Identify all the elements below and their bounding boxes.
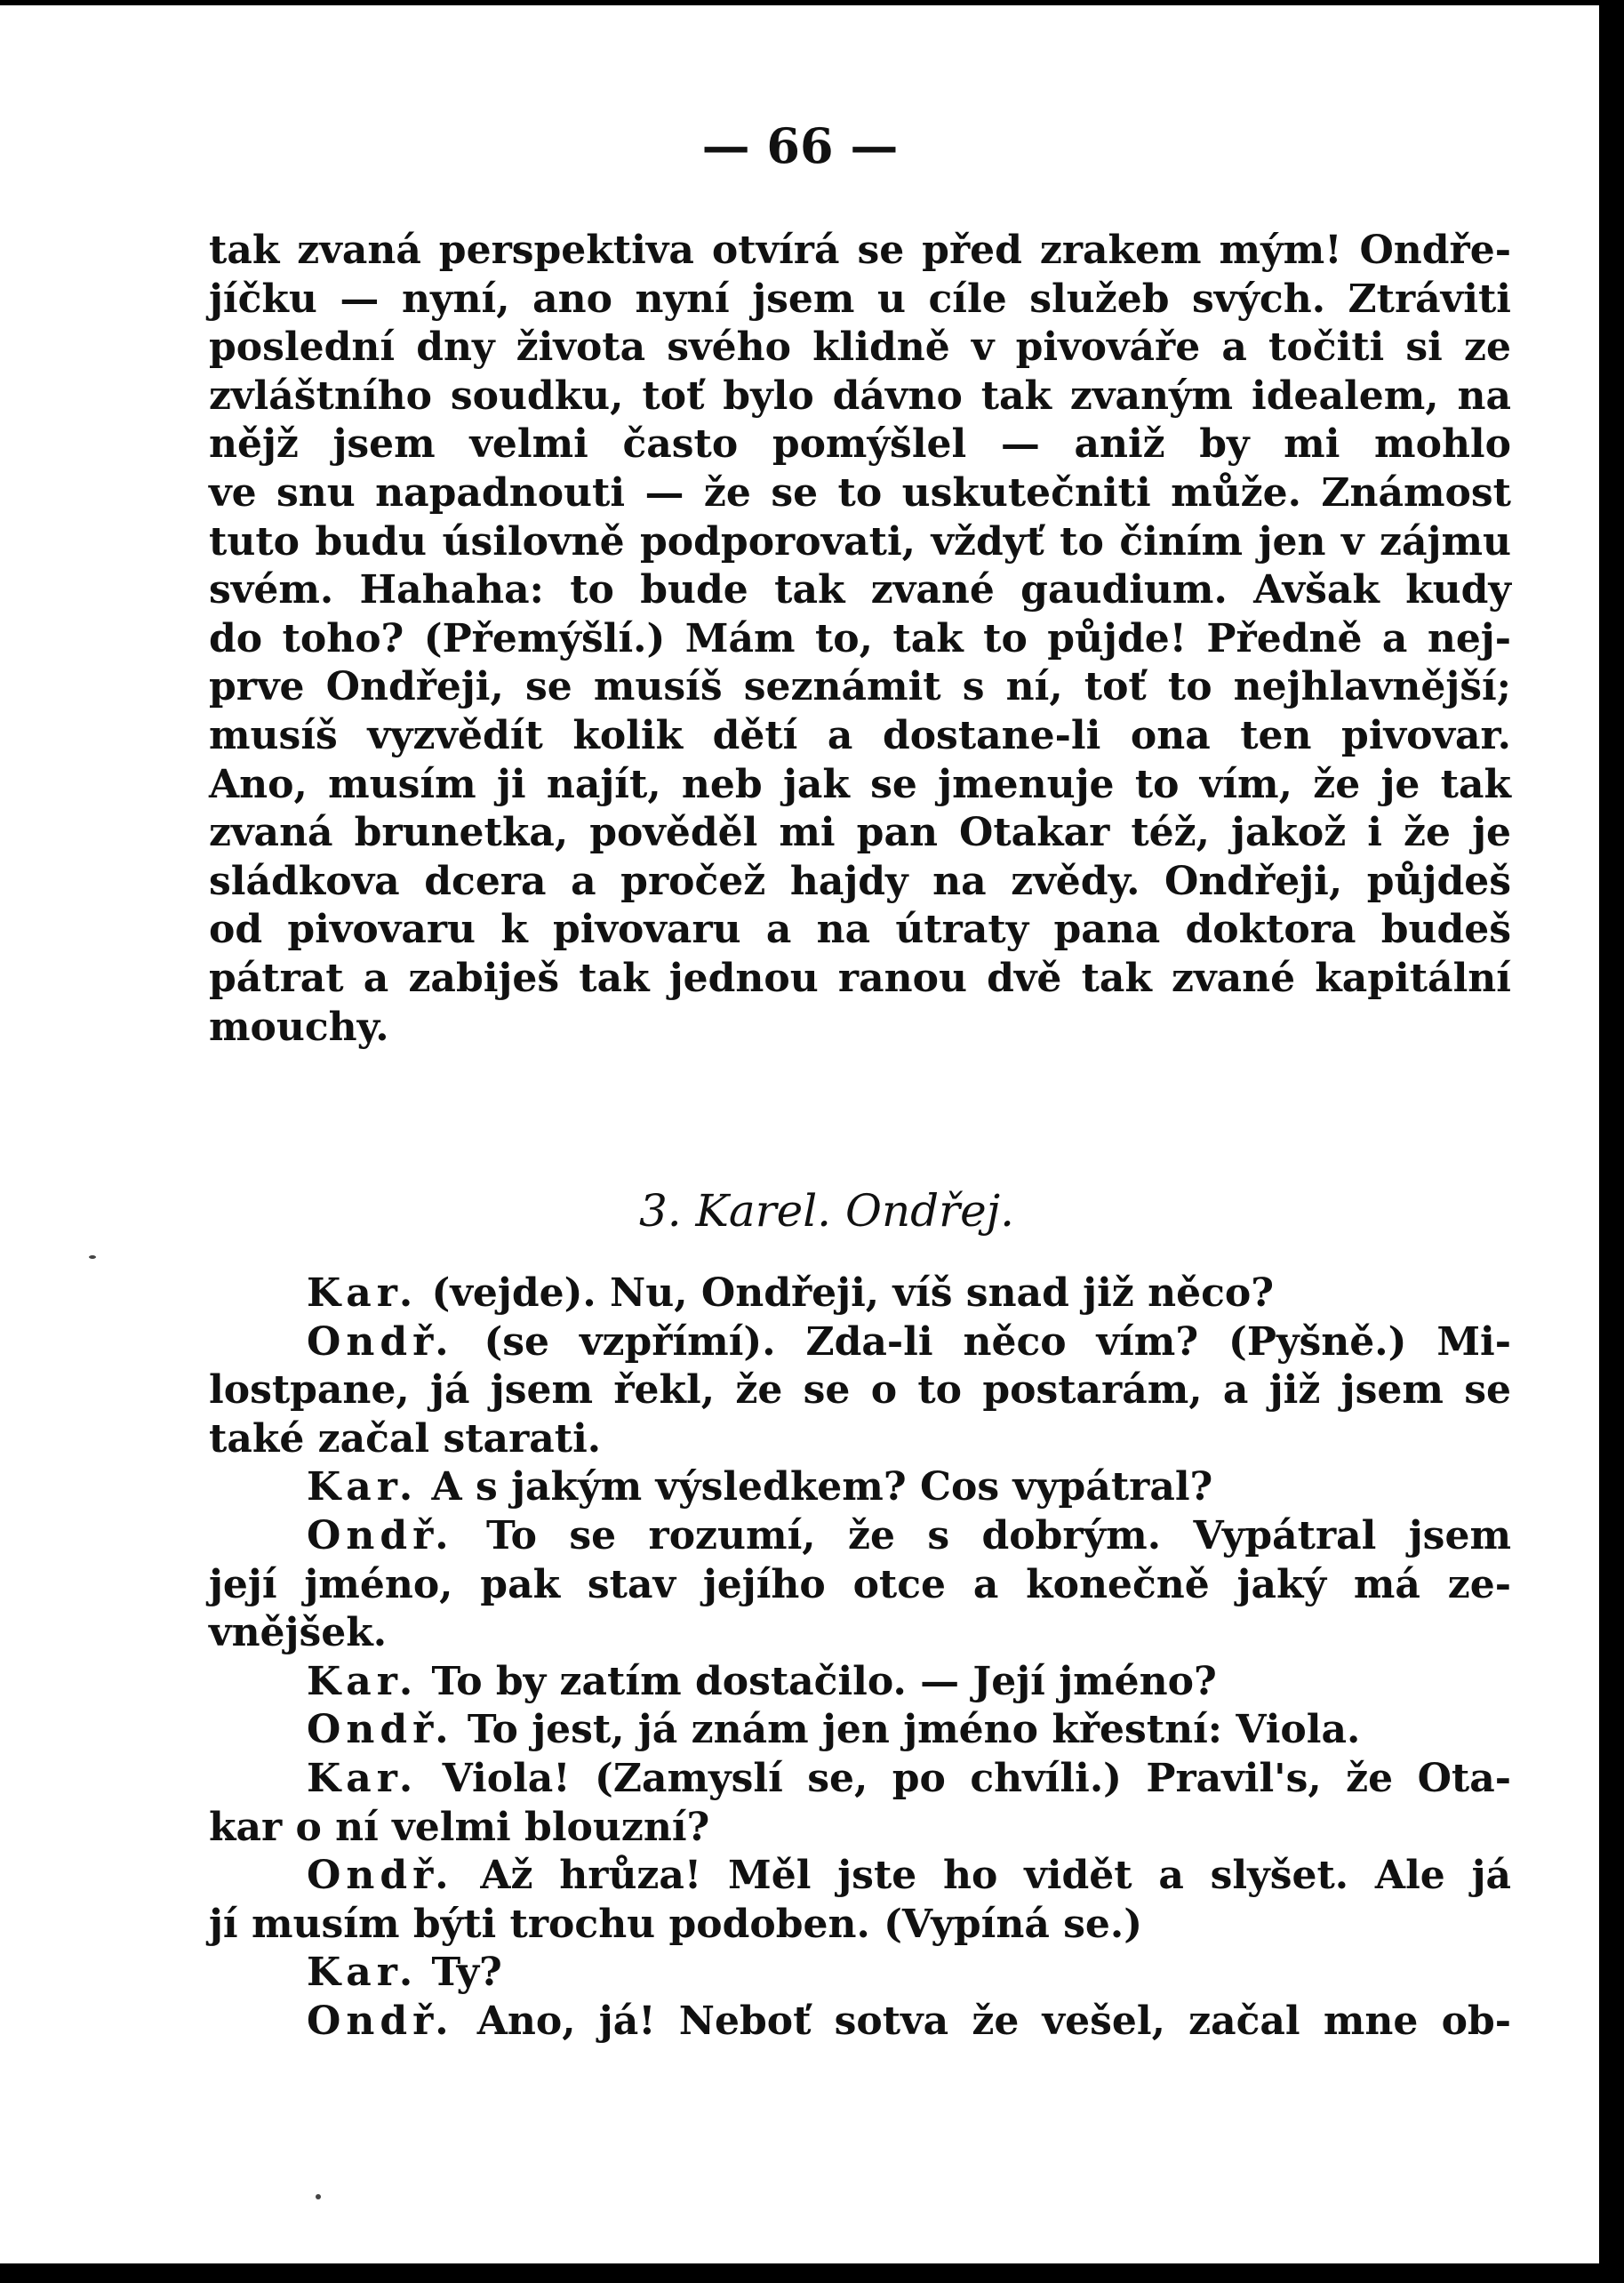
text-line: tuto budu úsilovně podporovati, vždyť to činím jen v zájmu: [209, 518, 1511, 565]
speaker-name: Ondř.: [307, 1998, 454, 2044]
scan-border-bottom: [0, 2263, 1624, 2283]
text-line: sládkova dcera a pročež hajdy na zvědy. Ondřeji, půjdeš: [209, 858, 1511, 904]
dialogue-text: také začal starati.: [209, 1415, 602, 1462]
dialogue-line: [209, 1998, 1511, 2047]
scan-border-right: [1599, 0, 1624, 2283]
dialogue-text: kar o ní velmi blouzní?: [209, 1804, 710, 1850]
dialogue-text: To by zatím dostačilo. — Její jméno?: [418, 1658, 1217, 1704]
page-number: — 66 —: [701, 117, 899, 174]
dialogue-line: [209, 1706, 1511, 1755]
speaker-name: Kar.: [307, 1950, 419, 1996]
speaker-name: Kar.: [307, 1270, 419, 1316]
text-line: prve Ondřeji, se musíš seznámit s ní, toť to nejhlavnější;: [209, 664, 1511, 710]
dialogue-line: [209, 1658, 1511, 1707]
text-line: svém. Hahaha: to bude tak zvané gaudium. Avšak kudy: [209, 567, 1511, 613]
text-line: poslední dny života svého klidně v pivováře a točiti si ze: [209, 324, 1511, 371]
dialogue-line: [209, 1270, 1511, 1318]
dialogue-text: A s jakým výsledkem? Cos vypátral?: [418, 1464, 1213, 1510]
dialogue-text: vnějšek.: [209, 1610, 388, 1656]
text-line: nějž jsem velmi často pomýšlel — aniž by mi mohlo: [209, 421, 1511, 468]
text-line: mouchy.: [209, 1004, 389, 1050]
dialogue-line: [209, 1512, 1511, 1561]
text-line: od pivovaru k pivovaru a na útraty pana doktora budeš: [209, 907, 1511, 953]
dialogue-text: Viola! (Zamyslí se, po chvíli.) Pravil's, že Ota-: [418, 1755, 1511, 1801]
speaker-name: Kar.: [307, 1658, 419, 1704]
dialogue-text: (se vzpřímí). Zda-li něco vím? (Pyšně.) Mi-: [453, 1318, 1511, 1365]
dialogue-text: její jméno, pak stav jejího otce a konečně jaký má ze-: [209, 1561, 1511, 1607]
scan-border-top: [0, 0, 1624, 5]
speaker-name: Ondř.: [307, 1318, 454, 1365]
dialogue-text: Ano, já! Neboť sotva že vešel, začal mne ob-: [453, 1998, 1511, 2044]
dialogue-line: [209, 1901, 1511, 1950]
text-line: jíčku — nyní, ano nyní jsem u cíle služeb svých. Ztráviti: [209, 276, 1511, 322]
dialogue-text: Ty?: [418, 1950, 502, 1996]
text-line: zvláštního soudku, toť bylo dávno tak zvaným idealem, na: [209, 372, 1511, 419]
dialogue-line: [209, 1463, 1511, 1512]
dialogue-line: [209, 1804, 1511, 1853]
dialogue-line: [209, 1949, 1511, 1998]
dialogue-line: [209, 1755, 1511, 1804]
dialogue-line: [209, 1852, 1511, 1901]
speaker-name: Ondř.: [307, 1707, 454, 1753]
dialogue-text: To se rozumí, že s dobrým. Vypátral jsem: [453, 1512, 1511, 1558]
text-line: tak zvaná perspektiva otvírá se před zrakem mým! Ondře-: [209, 228, 1511, 273]
text-line: zvaná brunetka, pověděl mi pan Otakar též, jakož i že je: [209, 810, 1511, 856]
scene-heading: 3. Karel. Ondřej.: [638, 1185, 1015, 1237]
speaker-name: Ondř.: [307, 1512, 454, 1558]
speaker-name: Ondř.: [307, 1853, 454, 1899]
dialogue-text: lostpane, já jsem řekl, že se o to postarám, a již jsem se: [209, 1367, 1511, 1414]
scan-speck: [316, 2194, 321, 2199]
dialogue-block: [209, 1270, 1511, 2047]
text-line: pátrat a zabiješ tak jednou ranou dvě tak zvané kapitální: [209, 955, 1511, 1001]
dialogue-line: [209, 1609, 1511, 1658]
dialogue-line: [209, 1366, 1511, 1415]
paragraph-monologue: [209, 227, 1511, 1052]
dialogue-line: [209, 1318, 1511, 1367]
text-line: musíš vyzvědít kolik dětí a dostane-li ona ten pivovar.: [209, 712, 1511, 758]
dialogue-line: [209, 1561, 1511, 1610]
dialogue-text: Až hrůza! Měl jste ho vidět a slyšet. Ale já: [453, 1853, 1511, 1899]
text-line: do toho? (Přemýšlí.) Mám to, tak to půjde! Předně a nej-: [209, 615, 1511, 661]
text-line: Ano, musím ji najít, neb jak se jmenuje to vím, že je tak: [209, 761, 1511, 807]
dialogue-text: (vejde). Nu, Ondřeji, víš snad již něco?: [418, 1270, 1274, 1316]
dialogue-line: [209, 1415, 1511, 1464]
text-line: ve snu napadnouti — že se to uskutečniti může. Známost: [209, 469, 1511, 516]
dialogue-text: To jest, já znám jen jméno křestní: Viola.: [453, 1707, 1361, 1753]
speaker-name: Kar.: [307, 1464, 419, 1510]
speaker-name: Kar.: [307, 1755, 419, 1801]
dialogue-text: jí musím býti trochu podoben. (Vypíná se.): [209, 1901, 1143, 1947]
scan-speck: [89, 1255, 96, 1259]
